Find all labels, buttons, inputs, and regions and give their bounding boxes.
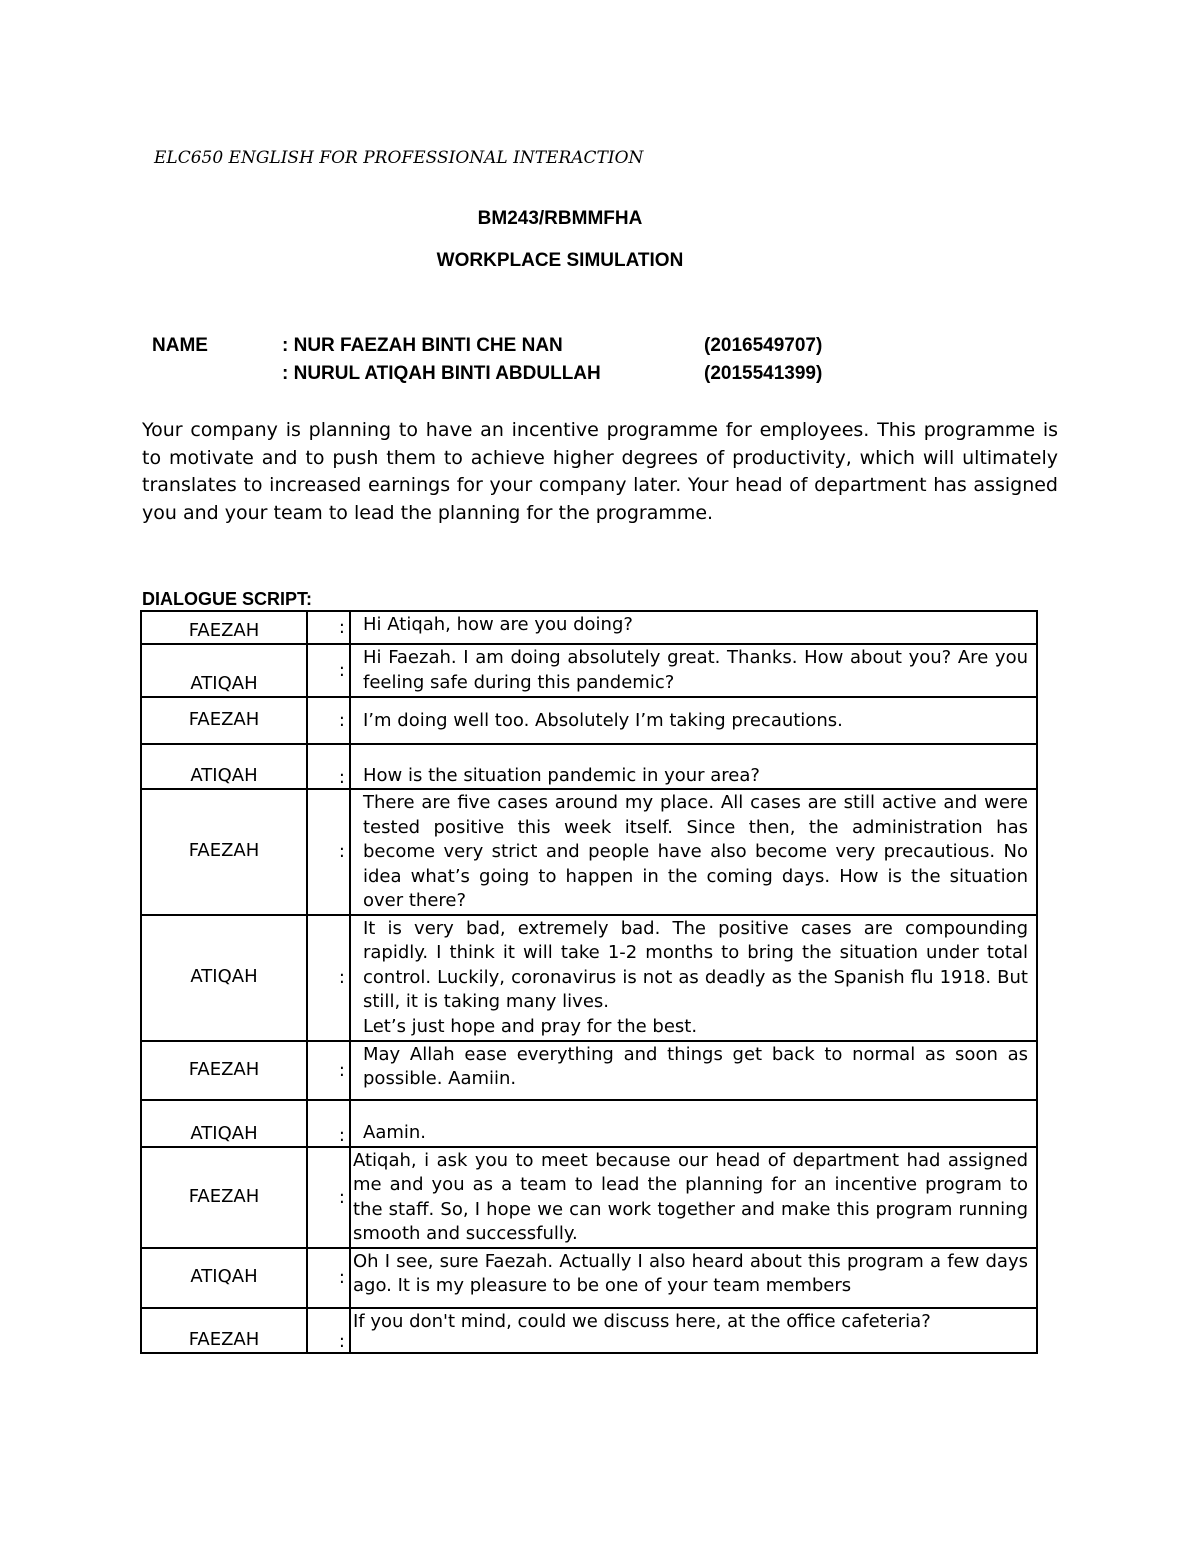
document-title: WORKPLACE SIMULATION	[436, 250, 684, 271]
colon-cell: :	[307, 1100, 350, 1147]
dialogue-line	[350, 915, 1037, 1041]
speaker-cell: FAEZAH	[141, 1147, 307, 1248]
colon-cell: :	[307, 697, 350, 744]
student-id: (2015541399)	[704, 363, 823, 384]
dialogue-row	[141, 915, 1037, 1041]
dialogue-row	[141, 1100, 1037, 1147]
speaker-cell: ATIQAH	[141, 1100, 307, 1147]
class-code: BM243/RBMMFHA	[477, 208, 643, 229]
dialogue-line: If you don't mind, could we discuss here, at the office cafeteria?	[350, 1308, 1037, 1353]
scenario-paragraph: Your company is planning to have an incentive programme for employees. This programme is to motivate and to push them to achieve higher degrees of productivity, which will ultimately translates to increased earnings for your company later. Your head of department has assigned you and your team to lead the planning for the programme.	[142, 419, 1058, 524]
dialogue-row	[141, 1041, 1037, 1100]
dialogue-line: How is the situation pandemic in your area?	[350, 744, 1037, 789]
dialogue-line: I’m doing well too. Absolutely I’m taking precautions.	[350, 697, 1037, 744]
dialogue-line: Hi Faezah. I am doing absolutely great. Thanks. How about you? Are you feeling safe during this pandemic?	[350, 644, 1037, 697]
dialogue-text: Let’s just hope and pray for the best.	[363, 1015, 698, 1037]
script-heading: DIALOGUE SCRIPT:	[142, 589, 313, 609]
speaker-cell: FAEZAH	[141, 697, 307, 744]
speaker-cell: ATIQAH	[141, 644, 307, 697]
dialogue-row	[141, 1248, 1037, 1308]
colon-cell: :	[307, 1248, 350, 1308]
speaker-cell: FAEZAH	[141, 1041, 307, 1100]
dialogue-line: Oh I see, sure Faezah. Actually I also heard about this program a few days ago. It is my pleasure to be one of your team members	[350, 1248, 1037, 1308]
course-title: ELC650 ENGLISH FOR PROFESSIONAL INTERACTION	[154, 148, 644, 168]
dialogue-table	[140, 610, 1038, 1354]
dialogue-row	[141, 1308, 1037, 1353]
dialogue-line: There are five cases around my place. All cases are still active and were tested positive this week itself. Since then, the administration has become very strict and people have also become very precautious. No idea what’s going to happen in the coming days. How is the situation over there?	[350, 789, 1037, 915]
colon-cell: :	[307, 744, 350, 789]
colon-cell: :	[307, 1147, 350, 1248]
colon-cell: :	[307, 1041, 350, 1100]
student-name: : NUR FAEZAH BINTI CHE NAN	[282, 335, 563, 356]
dialogue-row	[141, 1147, 1037, 1248]
speaker-cell: FAEZAH	[141, 789, 307, 915]
dialogue-line: Aamin.	[350, 1100, 1037, 1147]
colon-cell: :	[307, 611, 350, 644]
speaker-cell: ATIQAH	[141, 915, 307, 1041]
colon-cell: :	[307, 915, 350, 1041]
student-name: : NURUL ATIQAH BINTI ABDULLAH	[282, 363, 601, 384]
dialogue-row	[141, 789, 1037, 915]
speaker-cell: FAEZAH	[141, 1308, 307, 1353]
dialogue-line: Atiqah, i ask you to meet because our head of department had assigned me and you as a team to lead the planning for an incentive program to the staff. So, I hope we can work together and make this program running smooth and successfully.	[350, 1147, 1037, 1248]
colon-cell: :	[307, 789, 350, 915]
dialogue-text: It is very bad, extremely bad. The positive cases are compounding rapidly. I think it will take 1-2 months to bring the situation under total control. Luckily, coronavirus is not as deadly as the Spanish flu 1918. But still, it is taking many lives.	[363, 917, 1028, 1012]
speaker-cell: FAEZAH	[141, 611, 307, 644]
dialogue-row	[141, 744, 1037, 789]
dialogue-line: Hi Atiqah, how are you doing?	[350, 611, 1037, 644]
colon-cell: :	[307, 1308, 350, 1353]
student-id: (2016549707)	[704, 335, 823, 356]
dialogue-row	[141, 697, 1037, 744]
dialogue-line: May Allah ease everything and things get back to normal as soon as possible. Aamiin.	[350, 1041, 1037, 1100]
dialogue-row	[141, 611, 1037, 644]
colon-cell: :	[307, 644, 350, 697]
name-label: NAME	[152, 335, 208, 356]
dialogue-row	[141, 644, 1037, 697]
speaker-cell: ATIQAH	[141, 744, 307, 789]
speaker-cell: ATIQAH	[141, 1248, 307, 1308]
